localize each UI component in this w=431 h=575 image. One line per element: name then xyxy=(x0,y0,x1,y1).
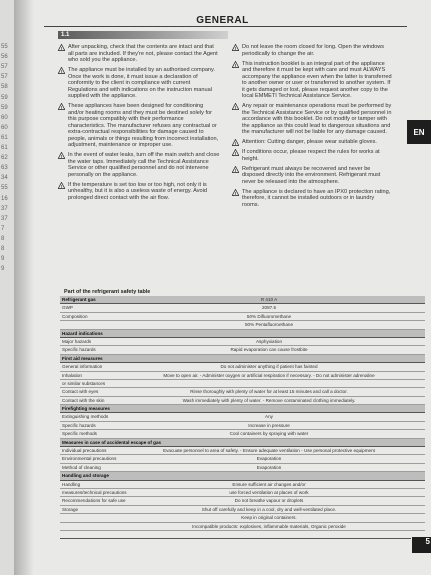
row-value: Evaporation xyxy=(256,456,282,462)
row-value: Increase in pressure xyxy=(248,422,290,428)
row-value: 2087.5 xyxy=(261,305,277,311)
table-row xyxy=(60,338,425,346)
row-value: Rapid evaporation can cause frostbite xyxy=(230,347,308,353)
svg-text:!: ! xyxy=(60,153,63,159)
row-value: Cool containers by spraying with water xyxy=(229,431,309,437)
table-row xyxy=(60,439,425,447)
row-value: Do not breathe vapour or droplets xyxy=(234,498,304,504)
margin-page-number: 16 xyxy=(1,195,8,202)
row-value: Evacuate personnel to area of safety. - Ensure adequate ventilation - Use personal protective equipment xyxy=(163,448,375,454)
margin-page-number: 55 xyxy=(1,185,8,192)
row-value: Asphyxiation xyxy=(255,338,283,344)
language-tab: EN xyxy=(407,120,431,144)
warning-paragraph xyxy=(232,166,392,186)
margin-page-number: 61 xyxy=(1,145,8,151)
row-label: Extinguishing methods xyxy=(62,414,109,420)
row-label: First aid measures xyxy=(62,355,103,361)
row-label: Contact with eyes xyxy=(62,389,99,395)
row-label: Individual precautions xyxy=(62,448,107,454)
table-row xyxy=(60,363,425,371)
margin-page-number: 60 xyxy=(1,114,8,121)
row-value: Wash immediately with plenty of water. - Remove contaminated clothing immediately. xyxy=(182,397,356,403)
row-value: Evaporation xyxy=(256,464,282,470)
margin-page-number: 9 xyxy=(1,256,5,263)
warning-paragraph xyxy=(232,61,392,100)
table-row xyxy=(60,472,425,480)
paragraph-text: If the temperature is set too low or too high, not only it is unhealthy, but it is also a useless waste of energy. Avoid prolonged direct contact with the air flow. xyxy=(68,181,207,201)
warning-icon xyxy=(58,44,65,51)
warning-paragraph xyxy=(232,189,392,209)
margin-page-number: 56 xyxy=(1,54,8,61)
paragraph-text: Attention: Cutting danger, please wear suitable gloves. xyxy=(242,139,377,145)
row-label: Specific hazards xyxy=(62,422,96,428)
row-label: Measures in case of accidental escape of gas xyxy=(62,439,162,445)
row-label: Contact with the skin xyxy=(62,397,105,403)
warning-icon xyxy=(58,67,65,74)
margin-page-number: 61 xyxy=(1,134,8,141)
row-label: or similar substances xyxy=(62,380,106,386)
margin-page-number: 59 xyxy=(1,94,8,101)
header-rule xyxy=(44,26,407,27)
table-row xyxy=(60,380,425,388)
table-row xyxy=(60,481,425,489)
margin-page-number: 9 xyxy=(1,266,5,273)
warning-paragraph xyxy=(58,182,220,202)
row-value: Rinse thoroughly with plenty of water for at least 15 minutes and call a doctor. xyxy=(190,389,348,395)
svg-text:!: ! xyxy=(234,45,237,51)
warning-icon xyxy=(232,166,239,173)
table-row xyxy=(60,464,425,472)
manual-page xyxy=(14,0,431,575)
row-value: use forced ventilation at places of work xyxy=(229,489,309,495)
table-row xyxy=(60,405,425,413)
warning-icon xyxy=(58,182,65,189)
warning-icon xyxy=(232,139,239,146)
section-bar xyxy=(58,31,228,39)
warning-paragraph xyxy=(232,149,392,162)
table-row xyxy=(60,523,425,531)
svg-text:!: ! xyxy=(234,150,237,156)
svg-text:!: ! xyxy=(60,104,63,110)
refrigerant-safety-table xyxy=(60,296,425,531)
row-label: Composition xyxy=(62,313,88,319)
table-row xyxy=(60,489,425,497)
table-row xyxy=(60,330,425,338)
paragraph-text: This instruction booklet is an integral part of the appliance and therefore it must be kept with care and must ALWAYS accompany the appliance even when the latter is transferred to another owner or user or transferred to another system. If it gets damaged or lost, please request another copy to the local EMMETI Technical Assistance Service. xyxy=(242,60,392,99)
row-label: Handling and storage xyxy=(62,473,109,479)
paragraph-text: Refrigerant must always be recovered and never be disposed directly into the environment. Refrigerant must never be released into the atmosphere. xyxy=(242,165,381,185)
margin-page-number: 37 xyxy=(1,205,8,212)
warning-icon xyxy=(232,189,239,196)
margin-page-number: 63 xyxy=(1,165,8,172)
paragraph-text: In the event of water leaks, turn off the main switch and close the water taps. Immediately call the Technical Assistance Service or other qualified personnel and do not intervene personally on the appliance. xyxy=(68,152,220,178)
svg-text:!: ! xyxy=(60,183,63,189)
warning-icon xyxy=(58,103,65,110)
row-value: 50% Pentafluoroethane xyxy=(244,322,294,328)
row-label: Storage xyxy=(62,506,79,512)
table-row xyxy=(60,497,425,505)
svg-text:!: ! xyxy=(60,45,63,51)
row-label: measures/technical precautions xyxy=(62,489,127,495)
svg-text:!: ! xyxy=(234,62,237,68)
table-row xyxy=(60,447,425,455)
row-label: GWP xyxy=(62,305,73,311)
svg-text:!: ! xyxy=(234,190,237,196)
table-row xyxy=(60,355,425,363)
margin-page-number: 8 xyxy=(1,235,5,242)
paragraph-text: Do not leave the room closed for long. Open the windows periodically to change the air. xyxy=(242,44,385,57)
right-column xyxy=(232,44,392,212)
warning-paragraph xyxy=(58,44,220,64)
paragraph-text: After unpacking, check that the contents are intact and that all parts are included. If they're not, please contact the Agent who sold you the appliance. xyxy=(68,44,218,63)
row-label: Handling xyxy=(62,481,81,487)
warning-paragraph xyxy=(232,44,392,57)
warning-paragraph xyxy=(58,103,220,149)
row-value: Keep in original containers. xyxy=(241,515,297,521)
paragraph-text: The appliance must be installed by an authorised company. Once the work is done, it must issue a declaration of conformity to the client in compliance with current Regulations and with indications on the instruction manual supplied with the appliance. xyxy=(68,67,215,99)
row-label: Inhalation xyxy=(62,372,82,378)
row-label: Major hazards xyxy=(62,338,92,344)
table-row xyxy=(60,455,425,463)
margin-page-number: 57 xyxy=(1,74,8,81)
row-label: Firefighting measures xyxy=(62,406,110,412)
margin-page-number: 8 xyxy=(1,246,5,252)
margin-page-number: 34 xyxy=(1,175,8,182)
warning-paragraph xyxy=(58,152,220,178)
footer-rule xyxy=(60,538,411,539)
table-row xyxy=(60,304,425,312)
page-number: 5 xyxy=(412,537,431,553)
svg-text:!: ! xyxy=(234,167,237,173)
row-label: Refrigerant gas xyxy=(62,297,96,302)
margin-page-number: 37 xyxy=(1,215,8,222)
section-number: 1.1 xyxy=(61,32,70,38)
row-value: Incompatible products: explosives, inflammable materials, Organic peroxide xyxy=(192,523,346,529)
row-value: Shut off carefully and keep in a cool, dry and well-ventilated place. xyxy=(201,506,337,512)
table-row xyxy=(60,313,425,321)
left-column xyxy=(58,44,220,205)
row-label: Specific hazards xyxy=(62,347,96,353)
warning-paragraph xyxy=(232,103,392,136)
margin-page-number: 7 xyxy=(1,225,5,232)
warning-icon xyxy=(232,61,239,68)
row-label: Specific methods xyxy=(62,431,97,437)
page-title: GENERAL xyxy=(196,15,249,26)
paragraph-text: Any repair or maintenance operations must be performed by the Technical Assistance Service or by qualified personnel in accordance with this booklet. Do not modify or tamper with the appliance as this could lead to dangerous situations and the manufacturer will not be liable for any damage caused. xyxy=(242,103,392,135)
row-value: Do not administer anything if patient has fainted xyxy=(220,364,318,370)
table-row xyxy=(60,372,425,380)
table-row xyxy=(60,321,425,329)
margin-page-number: 55 xyxy=(1,44,8,50)
warning-paragraph xyxy=(58,67,220,100)
warning-icon xyxy=(58,152,65,159)
row-value: 50% Difluoromethane xyxy=(246,313,292,319)
table-row xyxy=(60,430,425,438)
paragraph-text: These appliances have been designed for conditioning and/or heating rooms and they must be destined solely for this purpose compatibly with their performance characteristics. The manufacturer refuses any contractual or extra-contractual responsibilities for damage caused to people, animals or things resulting from incorrect installation, adjustment, maintenance or improper use. xyxy=(68,103,219,148)
table-row xyxy=(60,388,425,396)
row-label: Hazard indications xyxy=(62,330,103,336)
margin-page-number: 57 xyxy=(1,64,8,71)
row-value: Move to open air. - Administer oxygen or artificial respiration if necessary. - Do not administer adrenaline xyxy=(163,372,375,378)
warning-icon xyxy=(232,149,239,156)
paragraph-text: The appliance is declared to have an IPX0 protection rating, therefore, it cannot be installed outdoors or in laundry rooms. xyxy=(242,188,391,208)
row-value: Any xyxy=(265,414,273,420)
margin-page-number: 60 xyxy=(1,124,8,131)
svg-text:!: ! xyxy=(60,68,63,74)
warning-icon xyxy=(232,44,239,51)
table-row xyxy=(60,422,425,430)
table-title: Part of the refrigerant safety table xyxy=(64,289,151,295)
table-row xyxy=(60,514,425,522)
table-row xyxy=(60,296,425,304)
table-row xyxy=(60,413,425,421)
row-label: General information xyxy=(62,364,103,370)
warning-icon xyxy=(232,103,239,110)
binding-shadow xyxy=(14,0,34,575)
margin-page-number: 58 xyxy=(1,84,8,91)
table-row xyxy=(60,346,425,354)
row-label: Method of cleaning xyxy=(62,464,101,470)
table-row xyxy=(60,397,425,405)
row-label: Recommendations for safe use xyxy=(62,498,126,504)
row-label: Environmental precautions xyxy=(62,456,117,462)
svg-text:!: ! xyxy=(234,104,237,110)
svg-text:!: ! xyxy=(234,140,237,146)
table-row xyxy=(60,506,425,514)
warning-paragraph xyxy=(232,139,392,146)
margin-page-number: 59 xyxy=(1,104,8,111)
row-value: Ensure sufficient air changes and/or xyxy=(232,481,306,487)
row-value: R 410 A xyxy=(260,297,278,302)
margin-page-number: 62 xyxy=(1,155,8,162)
paragraph-text: If conditions occur, please respect the rules for works at height. xyxy=(242,149,380,162)
